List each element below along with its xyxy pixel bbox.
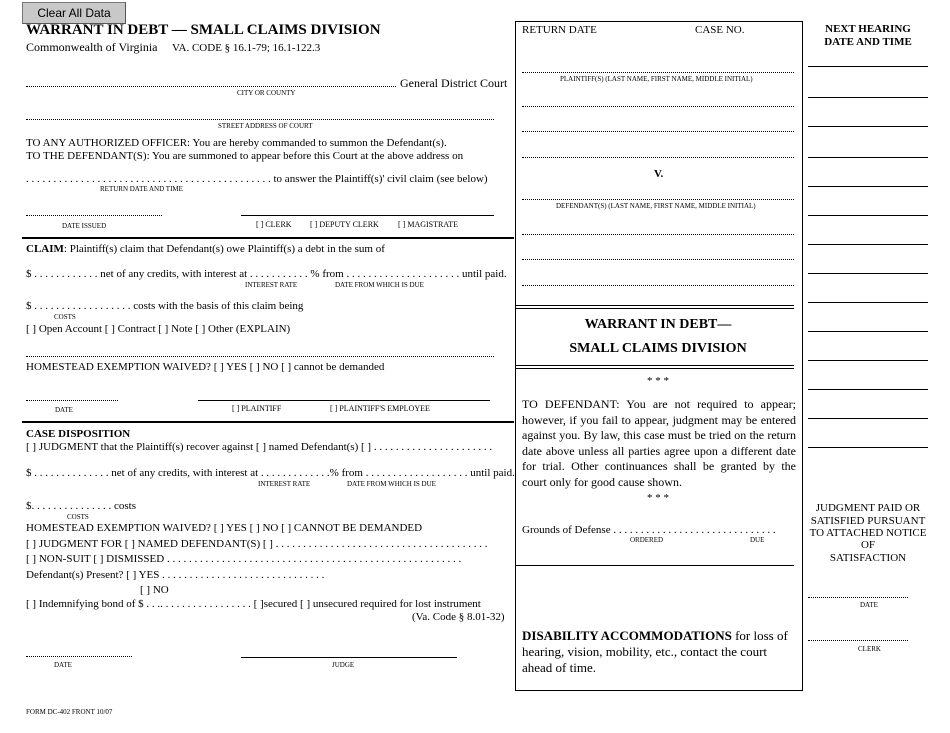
hearing-date-line[interactable] (808, 215, 928, 216)
bond-line[interactable]: [ ] Indemnifying bond of $ . . .. . . . . . . . . . . . . . . . . [ ]secured [ ] unsecured required for lost instrument (26, 598, 481, 610)
hearing-date-line[interactable] (808, 360, 928, 361)
claim-date-field[interactable] (26, 400, 118, 401)
defendant-line-4[interactable] (522, 285, 794, 286)
claim-costs-line[interactable]: $ . . . . . . . . . . . . . . . . . . costs with the basis of this claim being (26, 300, 304, 312)
hearing-date-line[interactable] (808, 244, 928, 245)
return-caption: RETURN DATE AND TIME (100, 185, 183, 193)
disposition-amount-line[interactable]: $ . . . . . . . . . . . . . . net of any credits, with interest at . . . . . . . . . . . . .% from . . . . . . . . . . . . . . . . . . . until paid. (26, 467, 515, 479)
panel-title-line-2: SMALL CLAIMS DIVISION (569, 341, 747, 356)
versus-label: V. (654, 168, 664, 180)
form-title: WARRANT IN DEBT — SMALL CLAIMS DIVISION (26, 22, 381, 38)
defendant-line-2[interactable] (522, 234, 794, 235)
claim-amount-line[interactable]: $ . . . . . . . . . . . . net of any credits, with interest at . . . . . . . . . . . % from . . . . . . . . . . . . . . . . . . . . . until paid. (26, 268, 507, 280)
commonwealth-label: Commonwealth of Virginia (26, 40, 158, 54)
interest-caption: INTEREST RATE (245, 281, 298, 289)
va-code-label: VA. CODE § 16.1-79; 16.1-122.3 (172, 42, 321, 54)
date-issued-field[interactable] (26, 215, 162, 216)
plaintiff-caption: PLAINTIFF(S) (LAST NAME, FIRST NAME, MIDDLE INITIAL) (560, 75, 753, 83)
disposition-homestead-line[interactable]: HOMESTEAD EXEMPTION WAIVED? [ ] YES [ ] NO [ ] CANNOT BE DEMANDED (26, 522, 423, 534)
title-divider-top-1 (516, 305, 794, 306)
plaintiff-line-2[interactable] (522, 106, 794, 107)
panel-title-line-1: WARRANT IN DEBT— (584, 317, 732, 332)
defendant-line-3[interactable] (522, 259, 794, 260)
return-date-label: RETURN DATE (522, 24, 597, 36)
paid-line-2: SATISFIED PURSUANT (810, 515, 926, 527)
judgment-for-line[interactable]: [ ] JUDGMENT FOR [ ] NAMED DEFENDANT(S) [ ] . . . . . . . . . . . . . . . . . . . . . . . . . . . . . . . . . . . . . . . (26, 538, 488, 550)
magistrate-checkbox[interactable]: [ ] MAGISTRATE (398, 220, 458, 229)
title-divider-bottom-2 (516, 368, 794, 369)
disposition-divider (22, 421, 514, 423)
paid-line-4: OF (860, 539, 876, 551)
disposition-heading: CASE DISPOSITION (26, 428, 131, 440)
address-caption: STREET ADDRESS OF COURT (218, 122, 313, 130)
answer-line[interactable]: . . . . . . . . . . . . . . . . . . . . . . . . . . . . . . . . . . . . . . . . . . . . . to answer the Plaintiff(s)' civil claim (see below) (26, 173, 488, 185)
paid-line-5: SATISFACTION (829, 552, 907, 564)
title-divider-bottom-1 (516, 365, 794, 366)
bond-code: (Va. Code § 8.01-32) (412, 611, 505, 623)
hearing-date-line[interactable] (808, 447, 928, 448)
plaintiff-line-4[interactable] (522, 157, 794, 158)
disposition-from-caption: DATE FROM WHICH IS DUE (347, 480, 436, 488)
disability-heading: DISABILITY ACCOMMODATIONS (522, 628, 732, 643)
judge-caption: JUDGE (332, 661, 355, 669)
hearing-date-line[interactable] (808, 66, 928, 67)
date-issued-caption: DATE ISSUED (62, 222, 107, 230)
court-suffix-label: General District Court (400, 76, 508, 90)
hearing-date-line[interactable] (808, 331, 928, 332)
plaintiff-checkbox[interactable]: [ ] PLAINTIFF (232, 404, 282, 413)
claim-divider (22, 237, 514, 239)
court-address-field[interactable] (26, 119, 494, 120)
form-number: FORM DC-402 FRONT 10/07 (26, 708, 113, 716)
satisfaction-date-caption: DATE (860, 601, 878, 609)
disability-text: for loss of hearing, vision, mobility, etc., contact the court ahead of time. (522, 628, 788, 675)
plaintiff-line-3[interactable] (522, 131, 794, 132)
plaintiff-name-field[interactable] (522, 72, 794, 73)
disposition-interest-caption: INTEREST RATE (258, 480, 311, 488)
defendant-caption: DEFENDANT(S) (LAST NAME, FIRST NAME, MIDDLE INITIAL) (556, 202, 756, 210)
claim-homestead-line[interactable]: HOMESTEAD EXEMPTION WAIVED? [ ] YES [ ] NO [ ] cannot be demanded (26, 361, 385, 373)
disposition-costs-line[interactable]: $. . . . . . . . . . . . . . . costs (26, 500, 136, 512)
separator-stars-1: * * * (647, 375, 669, 387)
from-date-caption: DATE FROM WHICH IS DUE (335, 281, 424, 289)
claim-date-caption: DATE (55, 406, 73, 414)
paid-line-3: TO ATTACHED NOTICE (809, 527, 927, 539)
satisfaction-clerk-field[interactable] (808, 640, 908, 641)
hearing-date-line[interactable] (808, 157, 928, 158)
court-city-field[interactable] (26, 86, 396, 87)
satisfaction-date-field[interactable] (808, 597, 908, 598)
judgment-date-field[interactable] (26, 656, 132, 657)
disposition-costs-caption: COSTS (67, 513, 89, 521)
hearing-date-line[interactable] (808, 186, 928, 187)
clear-all-data-button[interactable]: Clear All Data (22, 2, 126, 24)
clerk-checkbox[interactable]: [ ] CLERK (256, 220, 292, 229)
grounds-divider (516, 565, 794, 566)
case-number-label: CASE NO. (695, 24, 745, 36)
next-hearing-title-1: NEXT HEARING (825, 23, 911, 35)
hearing-date-line[interactable] (808, 273, 928, 274)
claim-basis-options[interactable]: [ ] Open Account [ ] Contract [ ] Note [ ] Other (EXPLAIN) (26, 323, 291, 335)
hearing-date-line[interactable] (808, 389, 928, 390)
hearing-date-line[interactable] (808, 126, 928, 127)
defendant-notice: TO DEFENDANT: You are not required to appear; however, if you fail to appear, judgment may be entered against you. By law, this case must be tried on the return date above unless all parties agree upon a different date for trial. Other continuances shall be granted by the court only for good cause shown. (522, 397, 796, 489)
claim-heading (26, 243, 385, 255)
claim-label: CLAIM (26, 243, 64, 255)
paid-line-1: JUDGMENT PAID OR (815, 502, 921, 514)
hearing-date-line[interactable] (808, 302, 928, 303)
claim-text: : Plaintiff(s) claim that Defendant(s) owe Plaintiff(s) a debt in the sum of (63, 243, 385, 255)
nonsuit-line[interactable]: [ ] NON-SUIT [ ] DISMISSED . . . . . . . . . . . . . . . . . . . . . . . . . . . . . . . . . . . . . . . . . . . . . . . . . . . . . . (26, 553, 462, 565)
title-divider-top-2 (516, 308, 794, 309)
defendant-name-field[interactable] (522, 199, 794, 200)
disposition-judgment-line[interactable]: [ ] JUDGMENT that the Plaintiff(s) recover against [ ] named Defendant(s) [ ] . . . . . . . . . . . . . . . . . . . . . . (26, 441, 493, 453)
judgment-date-caption: DATE (54, 661, 72, 669)
officer-text: TO ANY AUTHORIZED OFFICER: You are hereby commanded to summon the Defendant(s). (26, 137, 447, 149)
grounds-of-defense-line[interactable]: Grounds of Defense . . . . . . . . . . . . . . . . . . . . . . . . . . . . . . (522, 524, 776, 536)
issuer-signature-line (241, 215, 494, 216)
deputy-clerk-checkbox[interactable]: [ ] DEPUTY CLERK (310, 220, 379, 229)
plaintiff-employee-checkbox[interactable]: [ ] PLAINTIFF'S EMPLOYEE (330, 404, 430, 413)
satisfaction-clerk-caption: CLERK (858, 645, 881, 653)
defendant-present-line[interactable]: Defendant(s) Present? [ ] YES . . . . . . . . . . . . . . . . . . . . . . . . . . . . . . (26, 569, 325, 581)
defendant-absent-checkbox[interactable]: [ ] NO (140, 584, 169, 596)
due-caption: DUE (750, 536, 765, 544)
hearing-date-line[interactable] (808, 418, 928, 419)
separator-stars-2: * * * (647, 492, 669, 504)
court-caption: CITY OR COUNTY (237, 89, 296, 97)
hearing-date-line[interactable] (808, 97, 928, 98)
defendant-text: TO THE DEFENDANT(S): You are summoned to appear before this Court at the above address on (26, 150, 464, 162)
judge-signature-line (241, 657, 457, 658)
ordered-caption: ORDERED (630, 536, 664, 544)
claim-explain-field[interactable] (26, 356, 494, 357)
next-hearing-title-2: DATE AND TIME (824, 36, 912, 48)
disability-notice (522, 628, 798, 676)
claim-signature-line (198, 400, 490, 401)
costs-caption: COSTS (54, 313, 76, 321)
